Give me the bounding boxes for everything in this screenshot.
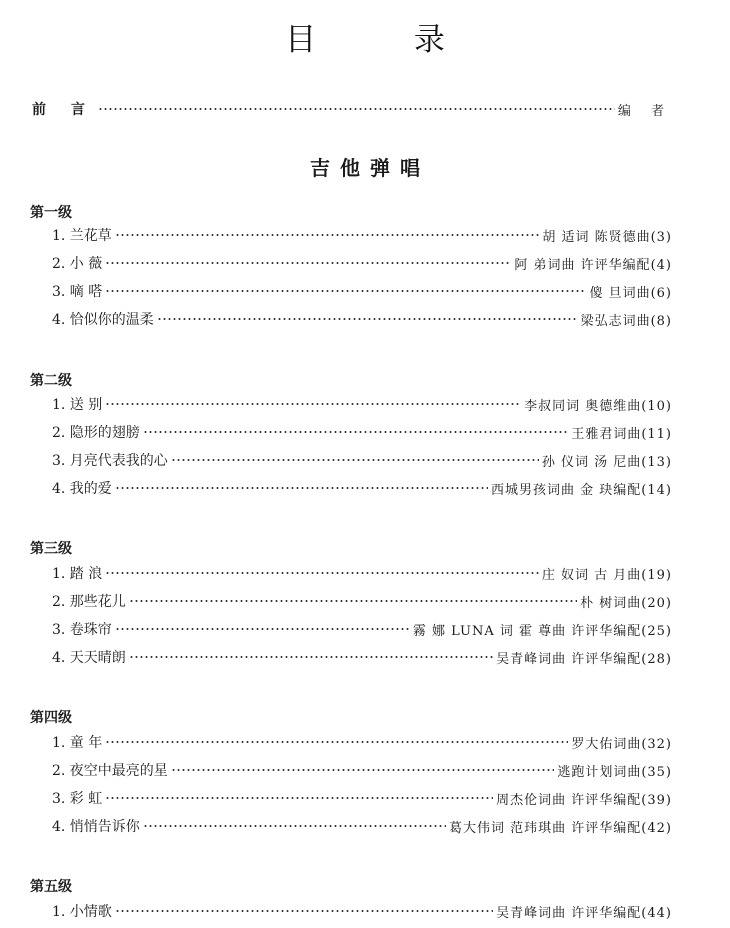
song-title: 4. 我的爱 [52, 481, 112, 497]
song-credit: 霧 娜 LUNA 词 霍 尊曲 许评华编配(25) [412, 623, 672, 639]
page-title: 目 录 [285, 22, 489, 58]
song-entry[interactable] [52, 730, 672, 754]
song-credit: 周杰伦词曲 许评华编配(39) [496, 792, 672, 808]
dot-leader [105, 741, 568, 743]
song-credit: 朴 树词曲(20) [580, 595, 672, 611]
song-title: 1. 童 年 [52, 735, 103, 751]
song-entry[interactable] [52, 561, 672, 585]
song-title: 1. 踏 浪 [52, 566, 103, 582]
song-title: 2. 夜空中最亮的星 [52, 763, 168, 779]
song-credit: 王雅君词曲(11) [571, 426, 672, 442]
song-entry[interactable] [52, 279, 672, 303]
song-credit: 西城男孩词曲 金 玦编配(14) [491, 482, 672, 498]
song-title: 4. 天天晴朗 [52, 650, 126, 666]
preface-credit: 编 者 [617, 103, 672, 119]
song-entry[interactable] [52, 392, 672, 416]
preface-label: 前 言 [32, 102, 95, 118]
song-entry[interactable] [52, 758, 672, 782]
dot-leader [105, 262, 511, 264]
song-credit: 傻 旦词曲(6) [589, 285, 672, 301]
song-entry[interactable] [52, 786, 672, 810]
dot-leader [115, 487, 488, 489]
song-entry[interactable] [52, 448, 672, 472]
section-title: 吉他弹唱 [310, 156, 430, 180]
song-credit: 李叔同词 奥德维曲(10) [524, 398, 672, 414]
song-title: 1. 小情歌 [52, 904, 112, 920]
song-credit: 吴青峰词曲 许评华编配(28) [496, 651, 672, 667]
song-entry[interactable] [52, 307, 672, 331]
song-title: 2. 小 薇 [52, 256, 103, 272]
song-title: 3. 卷珠帘 [52, 622, 112, 638]
song-entry[interactable] [52, 589, 672, 613]
song-entry[interactable] [52, 899, 672, 923]
level-heading: 第三级 [30, 541, 72, 557]
dot-leader [105, 290, 586, 292]
dot-leader [98, 108, 615, 110]
song-credit: 逃跑计划词曲(35) [557, 764, 672, 780]
song-title: 1. 兰花草 [52, 228, 112, 244]
level-heading: 第五级 [30, 879, 72, 895]
song-entry[interactable] [52, 223, 672, 247]
dot-leader [115, 910, 493, 912]
song-title: 1. 送 别 [52, 397, 103, 413]
song-entry[interactable] [52, 251, 672, 275]
song-entry[interactable] [52, 814, 672, 838]
dot-leader [143, 431, 569, 433]
song-credit: 梁弘志词曲(8) [580, 313, 672, 329]
level-heading: 第四级 [30, 710, 72, 726]
dot-leader [105, 403, 521, 405]
song-credit: 罗大佑词曲(32) [571, 736, 672, 752]
song-title: 3. 月亮代表我的心 [52, 453, 168, 469]
preface-entry[interactable] [32, 97, 672, 121]
song-credit: 葛大伟词 范玮琪曲 许评华编配(42) [449, 820, 672, 836]
level-heading: 第一级 [30, 205, 72, 221]
song-credit: 吴青峰词曲 许评华编配(44) [496, 905, 672, 921]
dot-leader [143, 825, 446, 827]
dot-leader [115, 234, 540, 236]
song-credit: 孙 仪词 汤 尼曲(13) [541, 454, 672, 470]
song-credit: 阿 弟词曲 许评华编配(4) [514, 257, 672, 273]
dot-leader [129, 600, 577, 602]
dot-leader [115, 628, 410, 630]
dot-leader [105, 797, 493, 799]
song-entry[interactable] [52, 420, 672, 444]
dot-leader [171, 459, 539, 461]
song-title: 4. 悄悄告诉你 [52, 819, 140, 835]
dot-leader [171, 769, 555, 771]
dot-leader [157, 318, 578, 320]
song-entry[interactable] [52, 617, 672, 641]
dot-leader [105, 572, 539, 574]
song-title: 2. 隐形的翅膀 [52, 425, 140, 441]
dot-leader [129, 656, 493, 658]
song-title: 4. 恰似你的温柔 [52, 312, 154, 328]
level-heading: 第二级 [30, 373, 72, 389]
song-credit: 庄 奴词 古 月曲(19) [541, 567, 672, 583]
song-title: 3. 彩 虹 [52, 791, 103, 807]
song-credit: 胡 适词 陈贤德曲(3) [542, 229, 672, 245]
song-title: 3. 嘀 嗒 [52, 284, 103, 300]
song-entry[interactable] [52, 645, 672, 669]
song-title: 2. 那些花儿 [52, 594, 126, 610]
song-entry[interactable] [52, 476, 672, 500]
